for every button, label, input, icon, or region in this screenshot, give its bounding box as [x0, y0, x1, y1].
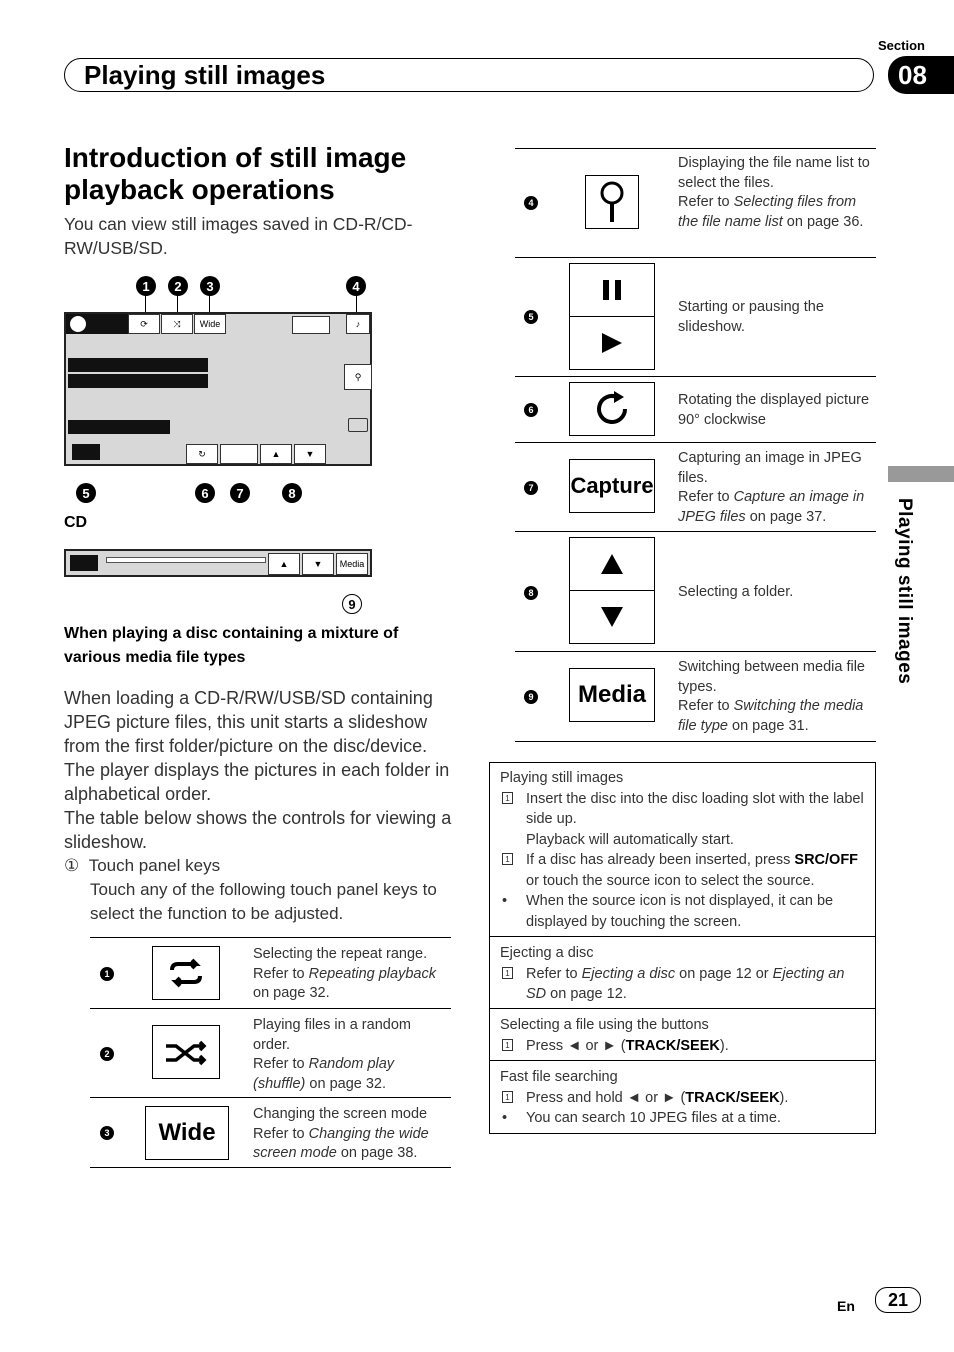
table-row: 6 Rotating the displayed picture 90° clockwise: [515, 376, 876, 443]
side-tab-marker: [888, 466, 954, 482]
shuffle-key[interactable]: ⤨: [161, 314, 193, 334]
folder-up-icon: [569, 537, 655, 591]
play-icon: [569, 316, 655, 370]
progress-bar: [106, 557, 266, 563]
language-label: En: [837, 1298, 855, 1314]
folder-down-icon: [569, 590, 655, 644]
callout-5: 5: [76, 483, 96, 503]
table-row: 7 Capture Capturing an image in JPEG files. Refer to Capture an image in JPEG files on page 37.: [515, 442, 876, 532]
disc-icon: [70, 316, 86, 332]
section-label: Section: [878, 38, 925, 53]
note-ejecting: Ejecting a disc 1 Refer to Ejecting a disc on page 12 or Ejecting an SD on page 12.: [500, 945, 845, 1002]
callout-2: 2: [168, 276, 188, 296]
note-playing: Playing still images 1 Insert the disc into the disc loading slot with the label side up. Playback will automatically start. 1 If a disc has already been inserted, press SRC/OFF or touch the source icon to select the source. • When the source icon is not displayed, it can be displayed by touching the screen.: [500, 770, 864, 930]
rotate-key[interactable]: ↻: [186, 444, 218, 464]
search-icon: [585, 175, 639, 229]
note-selecting: Selecting a file using the buttons 1 Press ◄ or ► (TRACK/SEEK).: [500, 1017, 729, 1054]
folder-down-key[interactable]: ▼: [294, 444, 326, 464]
body-text: When loading a CD-R/RW/USB/SD containing JPEG picture files, this unit starts a slideshow from the first folder/picture on the disc/device. The player displays the pictures in each folder in alphabetical order. The table below shows the controls for viewing a slideshow.: [64, 688, 452, 852]
page-title: Introduction of still image playback operations: [64, 142, 407, 205]
table-row: 5 Starting or pausing the slideshow.: [515, 257, 876, 377]
table-row: 2 Playing files in a random order. Refer to Random play (shuffle) on page 32.: [90, 1008, 451, 1098]
subheading: When playing a disc containing a mixture of various media file types: [64, 625, 399, 666]
callout-1: 1: [136, 276, 156, 296]
section-number: 08: [888, 56, 954, 94]
media-icon: Media: [569, 668, 655, 722]
pause-icon: [569, 263, 655, 317]
media-key[interactable]: Media: [336, 553, 368, 575]
intro-text: You can view still images saved in CD-R/CD-RW/USB/SD.: [64, 214, 413, 258]
callout-6: 6: [195, 483, 215, 503]
cd-down-key[interactable]: ▼: [302, 553, 334, 575]
music-key[interactable]: ♪: [346, 314, 370, 334]
table-row: 8 Selecting a folder.: [515, 531, 876, 652]
page-number: 21: [875, 1287, 921, 1313]
note-fast-search: Fast file searching 1 Press and hold ◄ or ► (TRACK/SEEK). • You can search 10 JPEG files at a time.: [500, 1069, 789, 1126]
search-key[interactable]: ⚲: [344, 364, 372, 390]
table-row: 4 Displaying the file name list to select the files. Refer to Selecting files from the file name list on page 36.: [515, 148, 876, 258]
shuffle-icon: [152, 1025, 220, 1079]
capture-key[interactable]: [220, 444, 258, 464]
blank-key[interactable]: [292, 316, 330, 334]
callout-4: 4: [346, 276, 366, 296]
callout-8: 8: [282, 483, 302, 503]
repeat-key[interactable]: ⟳: [128, 314, 160, 334]
rotate-icon: [569, 382, 655, 436]
screen-frame: [64, 312, 372, 466]
camera-icon: [348, 418, 368, 432]
cd-control-bar: [64, 549, 372, 577]
side-tab-label: Playing still images: [894, 498, 915, 685]
cd-up-key[interactable]: ▲: [268, 553, 300, 575]
operations-box: [489, 762, 876, 1134]
callout-7: 7: [230, 483, 250, 503]
wide-key[interactable]: Wide: [194, 314, 226, 334]
cd-label: CD: [64, 514, 88, 531]
table-row: 3 Wide Changing the screen mode Refer to Changing the wide screen mode on page 38.: [90, 1097, 451, 1167]
table-row: 9 Media Switching between media file types. Refer to Switching the media file type on page 31.: [515, 651, 876, 741]
callout-3: 3: [200, 276, 220, 296]
touch-panel-item: ① Touch panel keys Touch any of the following touch panel keys to select the function to be adjusted.: [64, 856, 437, 923]
table-row: 1 Selecting the repeat range. Refer to Repeating playback on page 32.: [90, 937, 451, 1009]
folder-up-key[interactable]: ▲: [260, 444, 292, 464]
header-title: Playing still images: [84, 60, 326, 90]
capture-icon: Capture: [569, 459, 655, 513]
callout-9: 9: [342, 594, 362, 614]
repeat-icon: [152, 946, 220, 1000]
wide-icon: Wide: [145, 1106, 229, 1160]
